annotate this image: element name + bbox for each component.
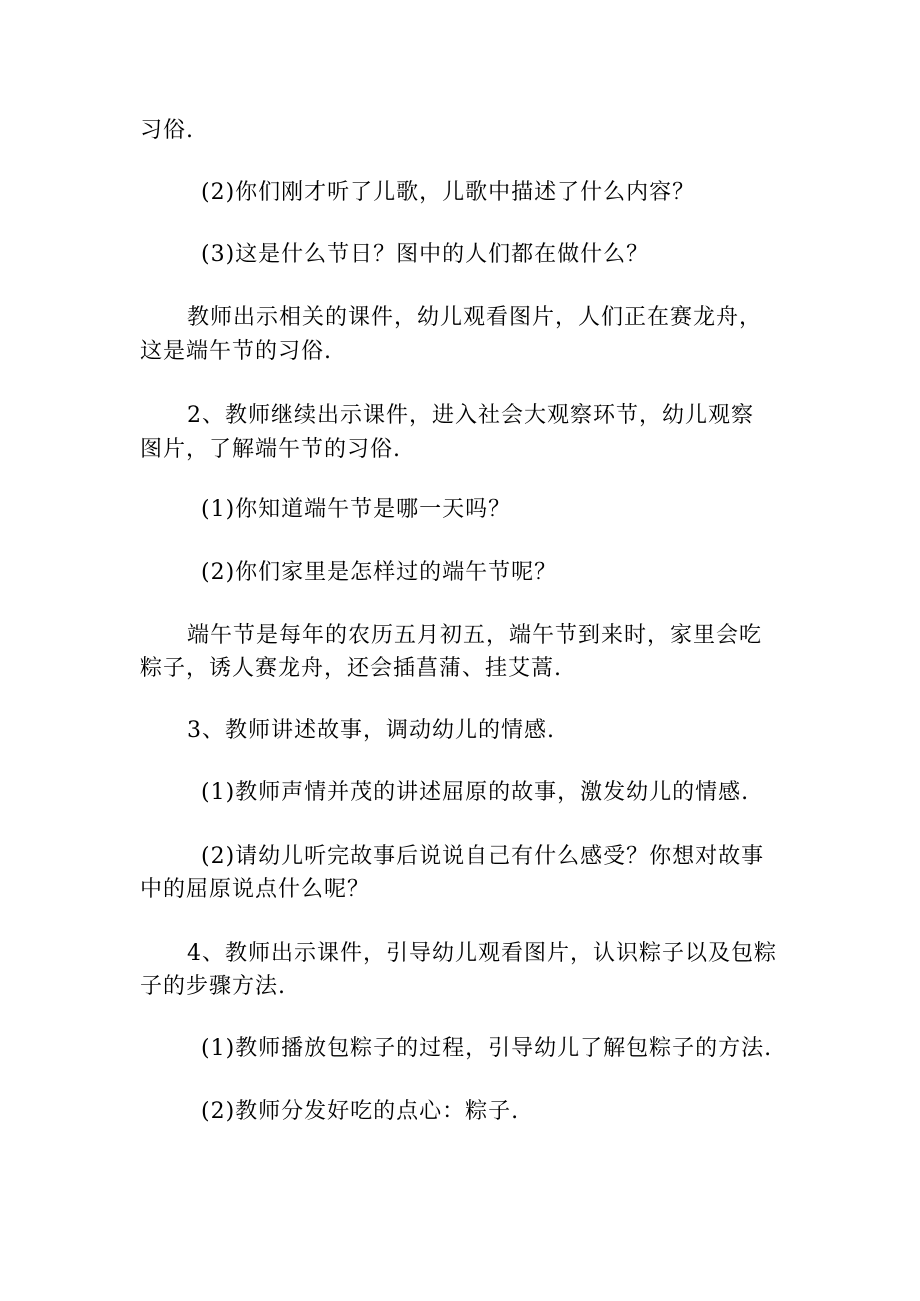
- text-line: 3、教师讲述故事，调动幼儿的情感.: [187, 718, 555, 743]
- text-line: (1)教师声情并茂的讲述屈原的故事，激发幼儿的情感.: [201, 780, 750, 805]
- text-line: (2)你们刚才听了儿歌，儿歌中描述了什么内容？: [201, 180, 696, 205]
- text-line: (2)你们家里是怎样过的端午节呢？: [201, 560, 558, 585]
- text-line: 习俗.: [140, 118, 194, 143]
- text-line: 子的步骤方法.: [140, 974, 286, 999]
- text-line: 端午节是每年的农历五月初五，端午节到来时，家里会吃: [187, 623, 763, 648]
- text-line: (2)教师分发好吃的点心：粽子.: [201, 1099, 520, 1124]
- text-line: 中的屈原说点什么呢？: [140, 877, 371, 902]
- text-line: (3)这是什么节日？图中的人们都在做什么？: [201, 242, 650, 267]
- text-line: 教师出示相关的课件，幼儿观看图片，人们正在赛龙舟，: [187, 305, 763, 330]
- text-line: (2)请幼儿听完故事后说说自己有什么感受？你想对故事: [201, 844, 765, 869]
- text-line: 图片，了解端午节的习俗.: [140, 437, 401, 462]
- text-line: 粽子，诱人赛龙舟，还会插菖蒲、挂艾蒿.: [140, 656, 562, 681]
- text-line: 这是端午节的习俗.: [140, 339, 332, 364]
- text-line: 2、教师继续出示课件，进入社会大观察环节，幼儿观察: [187, 403, 754, 428]
- text-line: (1)你知道端午节是哪一天吗？: [201, 497, 512, 522]
- text-line: (1)教师播放包粽子的过程，引导幼儿了解包粽子的方法.: [201, 1036, 773, 1061]
- text-line: 4、教师出示课件，引导幼儿观看图片，认识粽子以及包粽: [187, 941, 777, 966]
